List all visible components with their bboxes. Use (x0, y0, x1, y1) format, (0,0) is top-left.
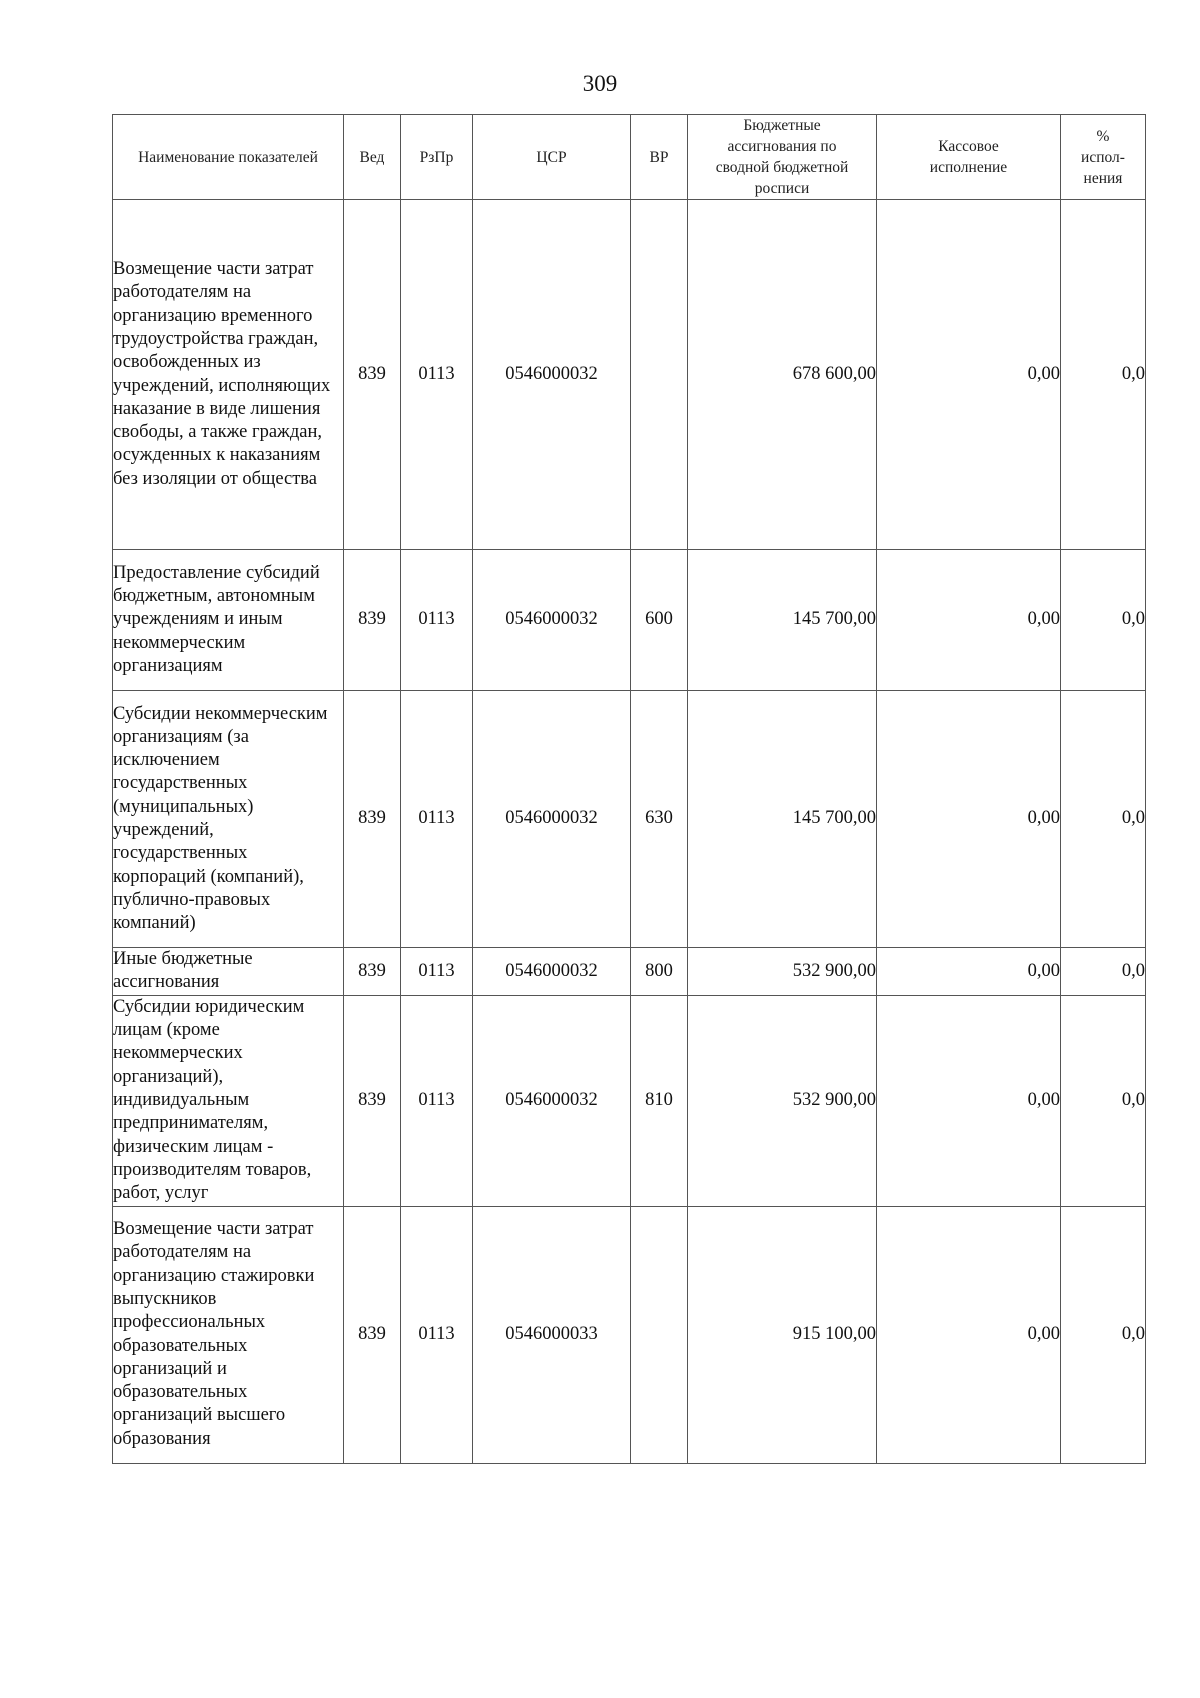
row-vr: 630 (631, 691, 688, 948)
row-csr: 0546000032 (473, 948, 631, 996)
header-rzpr: РзПр (401, 115, 473, 200)
row-percent: 0,0 (1061, 1206, 1146, 1463)
header-csr: ЦСР (473, 115, 631, 200)
row-vr: 800 (631, 948, 688, 996)
budget-execution-table (112, 114, 1146, 1464)
table-row (113, 691, 1146, 948)
table-row (113, 995, 1146, 1206)
row-name: Иные бюджетные ассигнования (113, 948, 344, 996)
row-vr: 810 (631, 995, 688, 1206)
row-budget: 145 700,00 (688, 550, 877, 691)
row-cash: 0,00 (877, 948, 1061, 996)
table-row (113, 200, 1146, 550)
header-name: Наименование показателей (113, 115, 344, 200)
row-ved: 839 (344, 1206, 401, 1463)
row-name: Субсидии некоммерческим организациям (за исключением государственных (муниципальных) учреждений, государственных корпораций (компаний), публично-правовых компаний) (113, 691, 344, 948)
header-ved: Вед (344, 115, 401, 200)
row-percent: 0,0 (1061, 691, 1146, 948)
table-row (113, 948, 1146, 996)
row-ved: 839 (344, 550, 401, 691)
header-cash: Кассовое исполнение (877, 115, 1061, 200)
page-number: 309 (582, 71, 618, 96)
row-name: Субсидии юридическим лицам (кроме некоммерческих организаций), индивидуальным предпринимателям, физическим лицам - производителям товаров, работ, услуг (113, 995, 344, 1206)
row-name: Возмещение части затрат работодателям на организацию стажировки выпускников профессиональных образовательных организаций и образовательных организаций высшего образования (113, 1206, 344, 1463)
row-budget: 915 100,00 (688, 1206, 877, 1463)
row-percent: 0,0 (1061, 550, 1146, 691)
row-rzpr: 0113 (401, 948, 473, 996)
table-row (113, 550, 1146, 691)
row-name: Предоставление субсидий бюджетным, автономным учреждениям и иным некоммерческим организациям (113, 550, 344, 691)
row-rzpr: 0113 (401, 995, 473, 1206)
row-vr (631, 1206, 688, 1463)
header-budget: Бюджетные ассигнования по сводной бюджетной росписи (688, 115, 877, 200)
row-ved: 839 (344, 200, 401, 550)
row-rzpr: 0113 (401, 200, 473, 550)
header-percent: % испол-нения (1061, 115, 1146, 200)
row-rzpr: 0113 (401, 691, 473, 948)
row-cash: 0,00 (877, 995, 1061, 1206)
row-name: Возмещение части затрат работодателям на организацию временного трудоустройства граждан, освобожденных из учреждений, исполняющих наказание в виде лишения свободы, а также граждан, осужденных к наказаниям без изоляции от общества (113, 200, 344, 550)
row-ved: 839 (344, 691, 401, 948)
row-ved: 839 (344, 995, 401, 1206)
table-row (113, 1206, 1146, 1463)
row-csr: 0546000032 (473, 995, 631, 1206)
row-rzpr: 0113 (401, 550, 473, 691)
row-budget: 532 900,00 (688, 948, 877, 996)
row-cash: 0,00 (877, 200, 1061, 550)
row-vr (631, 200, 688, 550)
row-percent: 0,0 (1061, 948, 1146, 996)
row-ved: 839 (344, 948, 401, 996)
row-cash: 0,00 (877, 1206, 1061, 1463)
row-csr: 0546000033 (473, 1206, 631, 1463)
row-vr: 600 (631, 550, 688, 691)
row-cash: 0,00 (877, 691, 1061, 948)
row-budget: 532 900,00 (688, 995, 877, 1206)
row-percent: 0,0 (1061, 200, 1146, 550)
header-vr: ВР (631, 115, 688, 200)
row-cash: 0,00 (877, 550, 1061, 691)
row-budget: 678 600,00 (688, 200, 877, 550)
row-rzpr: 0113 (401, 1206, 473, 1463)
row-csr: 0546000032 (473, 200, 631, 550)
row-csr: 0546000032 (473, 550, 631, 691)
row-budget: 145 700,00 (688, 691, 877, 948)
row-percent: 0,0 (1061, 995, 1146, 1206)
table-header-row (113, 115, 1146, 200)
row-csr: 0546000032 (473, 691, 631, 948)
